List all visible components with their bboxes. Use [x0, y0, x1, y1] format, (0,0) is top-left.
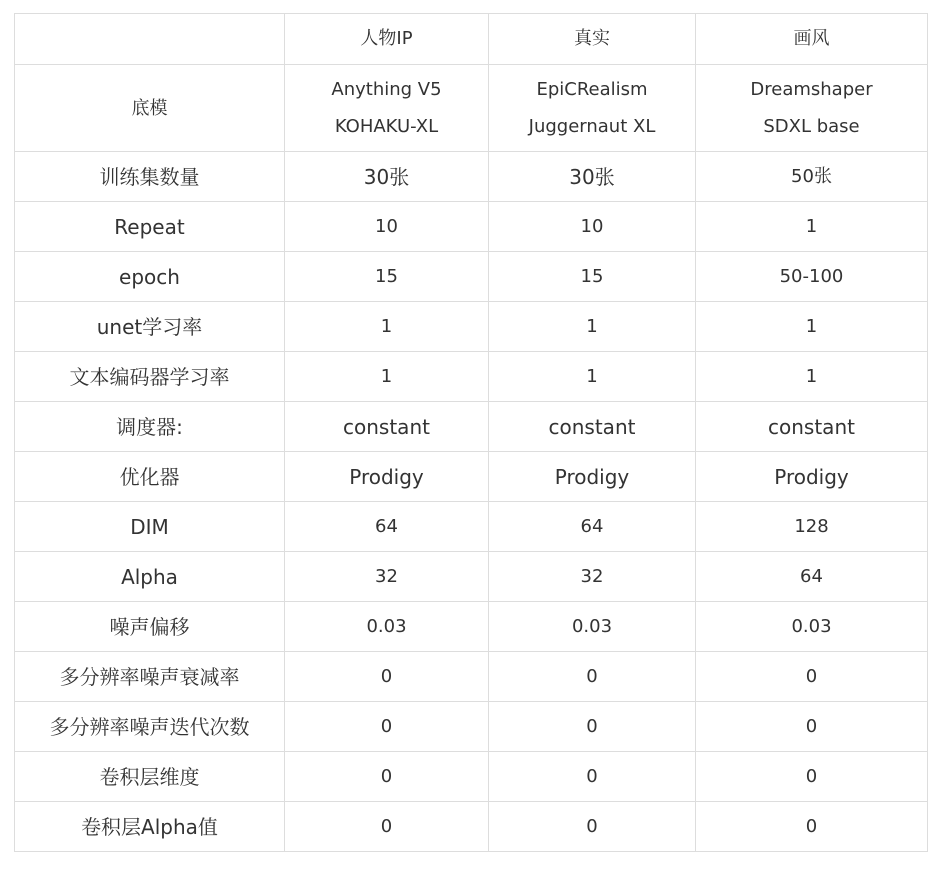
- table-cell: 0: [285, 752, 489, 802]
- row-label: 训练集数量: [15, 152, 285, 202]
- table-cell: [489, 65, 696, 152]
- table-cell: 0: [696, 752, 928, 802]
- table-cell: 0: [285, 652, 489, 702]
- table-row: [15, 552, 928, 602]
- table-cell: 0: [285, 702, 489, 752]
- table-cell: 50张: [696, 152, 928, 202]
- table-cell: 1: [696, 352, 928, 402]
- table-cell: 64: [489, 502, 696, 552]
- table-row: [15, 252, 928, 302]
- table-cell: 15: [489, 252, 696, 302]
- training-parameters-table: [14, 13, 928, 852]
- row-label: 优化器: [15, 452, 285, 502]
- table-header-row: [15, 14, 928, 65]
- row-label: 调度器:: [15, 402, 285, 452]
- row-label: 底模: [15, 65, 285, 152]
- table-cell: 1: [285, 352, 489, 402]
- table-row: [15, 502, 928, 552]
- table-row: [15, 302, 928, 352]
- table-cell: Prodigy: [489, 452, 696, 502]
- table-cell: 0: [285, 802, 489, 852]
- table-cell: 1: [489, 352, 696, 402]
- row-label: 卷积层维度: [15, 752, 285, 802]
- row-label: Alpha: [15, 552, 285, 602]
- row-label: 多分辨率噪声迭代次数: [15, 702, 285, 752]
- table-cell: 1: [696, 202, 928, 252]
- header-cell-character-ip: 人物IP: [285, 14, 489, 65]
- table-cell: [696, 65, 928, 152]
- row-label: unet学习率: [15, 302, 285, 352]
- table-cell: 128: [696, 502, 928, 552]
- table-row: [15, 152, 928, 202]
- table-row: [15, 702, 928, 752]
- table-cell: 0: [696, 802, 928, 852]
- model-name: KOHAKU-XL: [334, 116, 439, 137]
- table-cell: 0: [696, 652, 928, 702]
- table-cell: 0: [489, 802, 696, 852]
- row-label: 噪声偏移: [15, 602, 285, 652]
- table-cell: 64: [696, 552, 928, 602]
- header-corner-cell: [15, 14, 285, 65]
- table-cell: 32: [489, 552, 696, 602]
- table-cell: 10: [285, 202, 489, 252]
- table-cell: 0: [489, 702, 696, 752]
- row-label: 多分辨率噪声衰减率: [15, 652, 285, 702]
- table-cell: [285, 65, 489, 152]
- table-cell: 0.03: [285, 602, 489, 652]
- table-cell: 64: [285, 502, 489, 552]
- table-cell: constant: [489, 402, 696, 452]
- header-cell-realistic: 真实: [489, 14, 696, 65]
- table-row: [15, 352, 928, 402]
- table-cell: 30张: [285, 152, 489, 202]
- row-label: DIM: [15, 502, 285, 552]
- table-cell: 0.03: [489, 602, 696, 652]
- table-cell: Prodigy: [285, 452, 489, 502]
- model-name: Anything V5: [331, 79, 442, 100]
- model-name: SDXL base: [763, 116, 860, 137]
- table-row: [15, 65, 928, 152]
- table-row: [15, 752, 928, 802]
- table-cell: constant: [285, 402, 489, 452]
- table-row: [15, 402, 928, 452]
- table-row: [15, 802, 928, 852]
- table-cell: 1: [696, 302, 928, 352]
- table-row: [15, 452, 928, 502]
- row-label: 文本编码器学习率: [15, 352, 285, 402]
- header-cell-art-style: 画风: [696, 14, 928, 65]
- model-name: Juggernaut XL: [528, 116, 656, 137]
- table-row: [15, 602, 928, 652]
- table-cell: 50-100: [696, 252, 928, 302]
- table-row: [15, 652, 928, 702]
- model-name: EpiCRealism: [536, 79, 648, 100]
- table-cell: 15: [285, 252, 489, 302]
- table-cell: 1: [489, 302, 696, 352]
- table-cell: 32: [285, 552, 489, 602]
- model-name: Dreamshaper: [750, 79, 873, 100]
- table-cell: 1: [285, 302, 489, 352]
- table-cell: 30张: [489, 152, 696, 202]
- table-cell: 0.03: [696, 602, 928, 652]
- table-cell: constant: [696, 402, 928, 452]
- table-cell: 10: [489, 202, 696, 252]
- table-cell: 0: [489, 752, 696, 802]
- row-label: 卷积层Alpha值: [15, 802, 285, 852]
- table-row: [15, 202, 928, 252]
- row-label: Repeat: [15, 202, 285, 252]
- table-cell: 0: [696, 702, 928, 752]
- row-label: epoch: [15, 252, 285, 302]
- table-cell: Prodigy: [696, 452, 928, 502]
- table-cell: 0: [489, 652, 696, 702]
